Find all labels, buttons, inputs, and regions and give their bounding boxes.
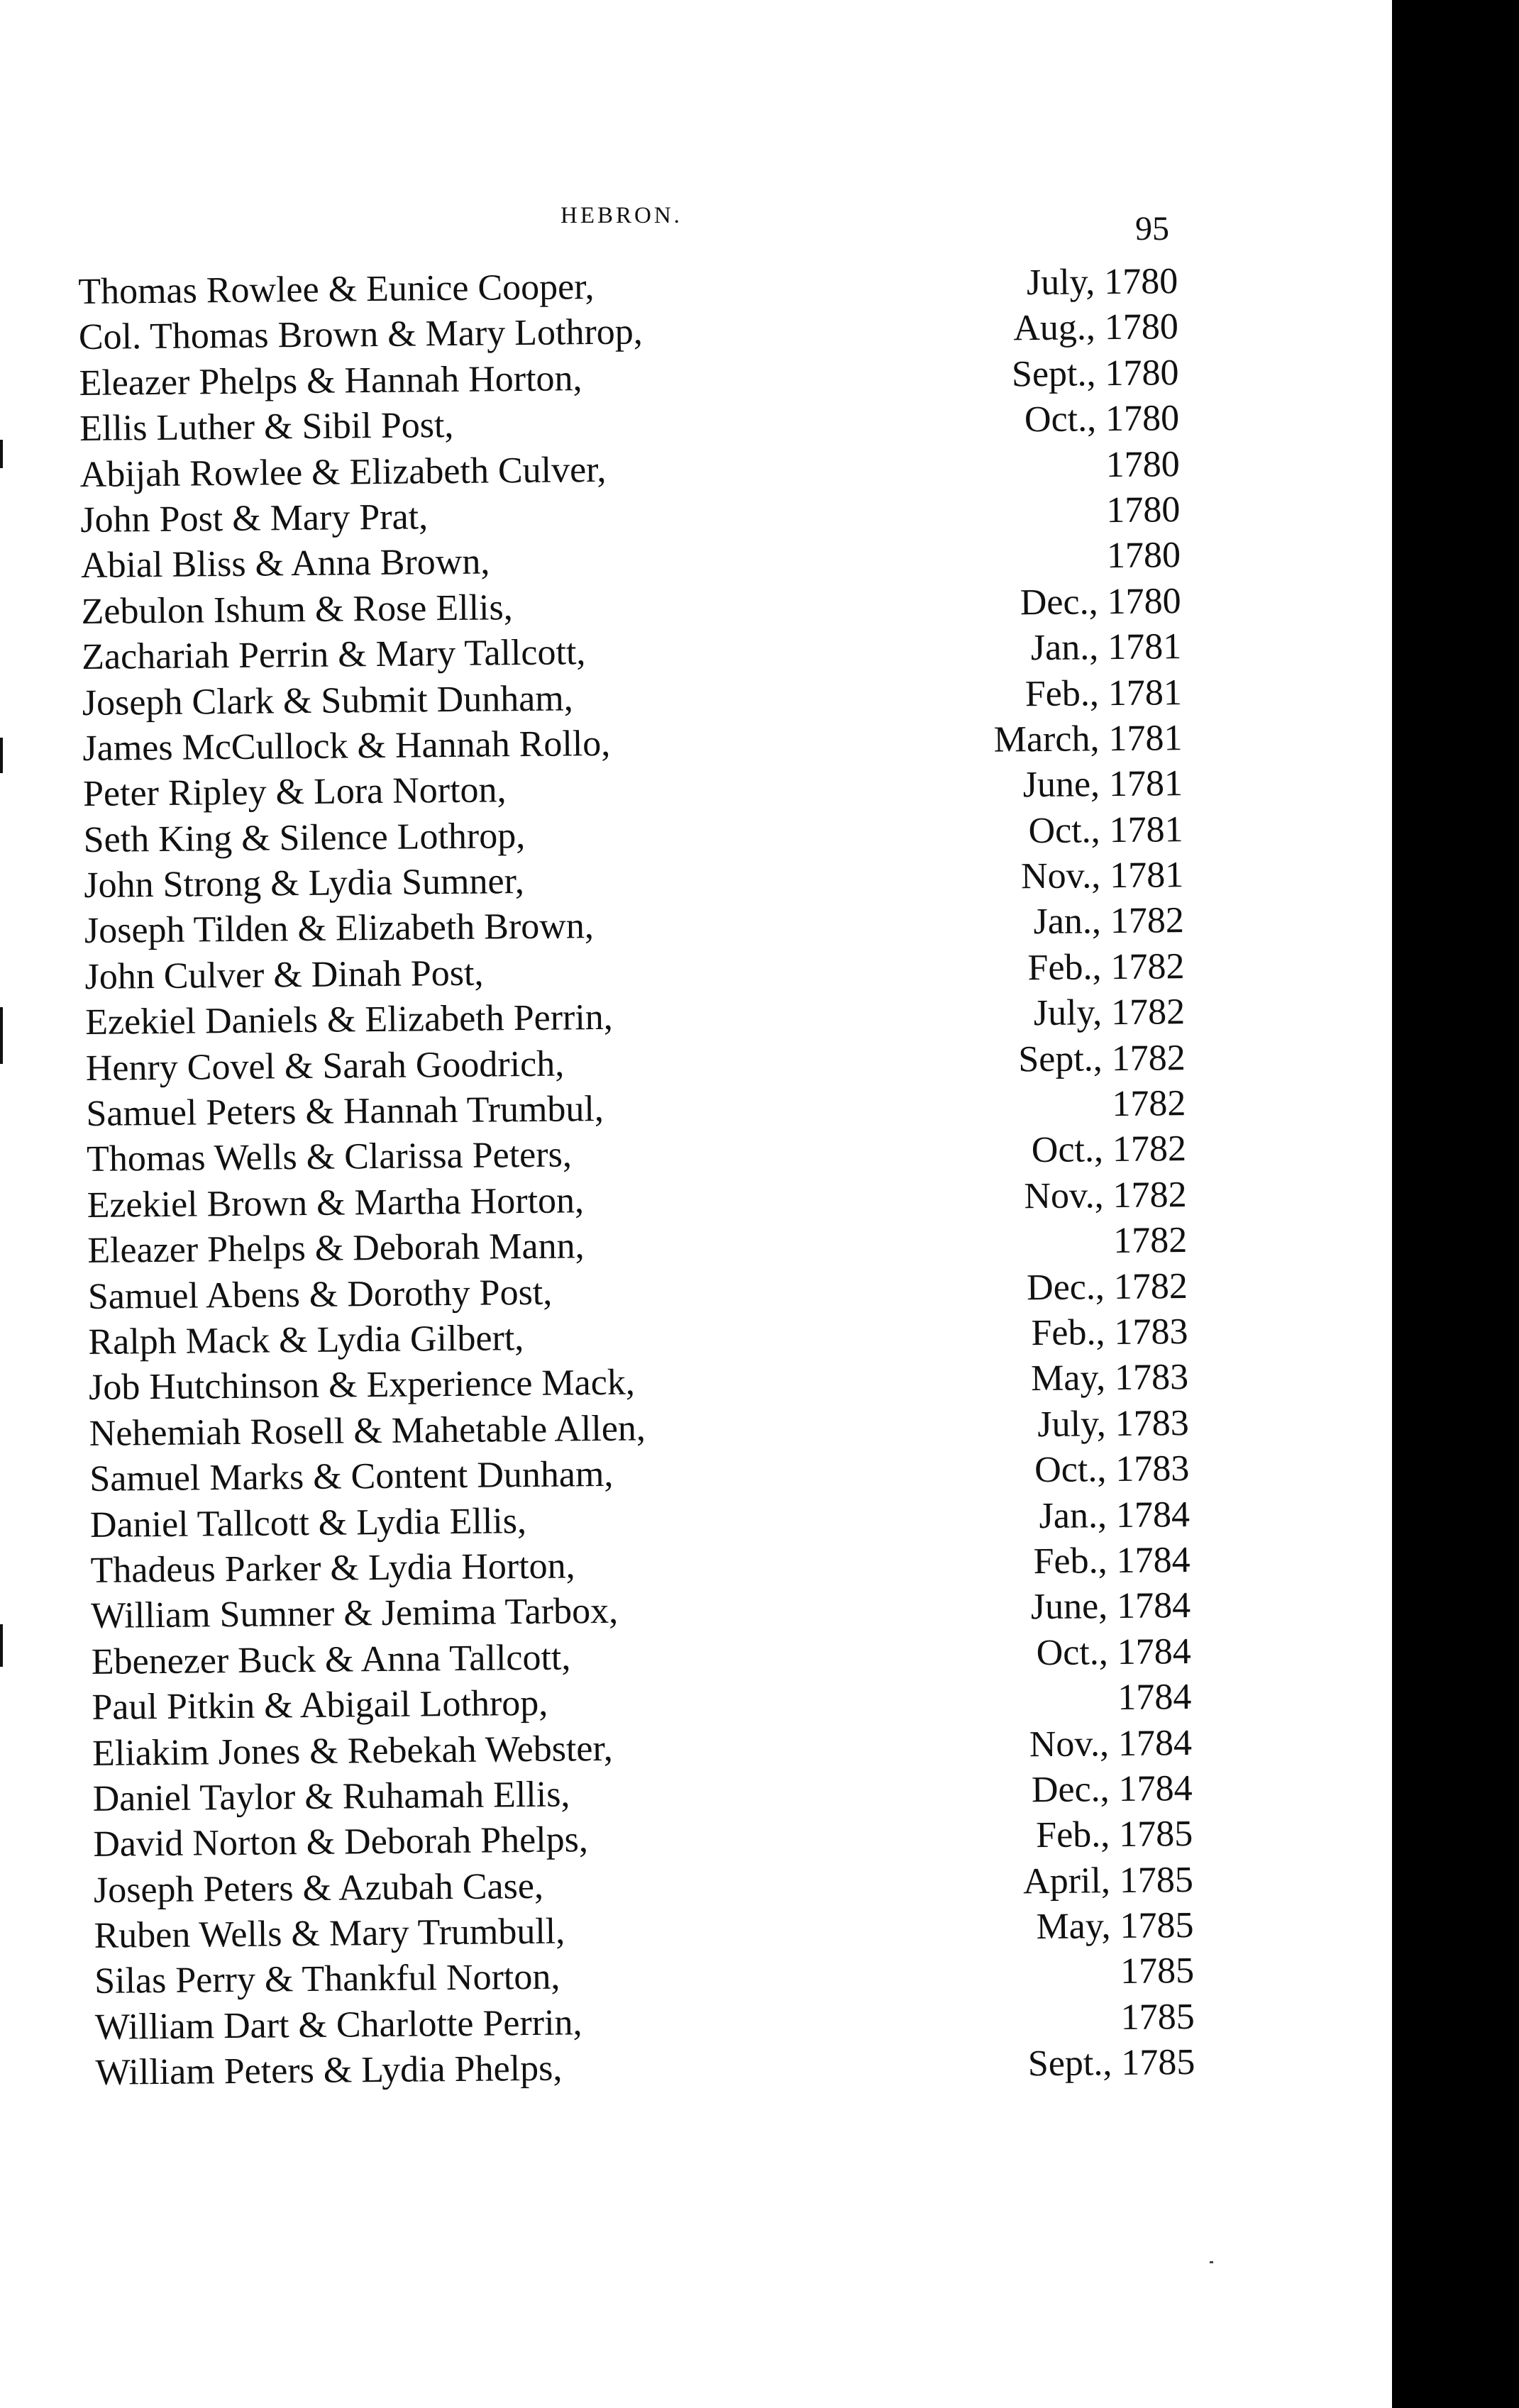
marriage-date: Dec., 1780 — [1020, 580, 1181, 623]
couple-names: Samuel Peters & Hannah Trumbul, — [86, 1088, 604, 1134]
marriage-date: Feb., 1782 — [1027, 945, 1185, 989]
marriage-date: June, 1784 — [1030, 1585, 1191, 1628]
marriage-date: Oct., 1784 — [1036, 1631, 1192, 1673]
marriage-date: 1782 — [1112, 1083, 1186, 1125]
couple-names: Samuel Abens & Dorothy Post, — [87, 1272, 553, 1317]
marriage-date: June, 1781 — [1022, 763, 1183, 806]
couple-names: Zachariah Perrin & Mary Tallcott, — [81, 632, 586, 678]
couple-names: William Sumner & Jemima Tarbox, — [90, 1591, 619, 1637]
couple-names: Joseph Peters & Azubah Case, — [93, 1865, 544, 1911]
scan-speck — [1210, 2261, 1213, 2263]
couple-names: Peter Ripley & Lora Norton, — [82, 770, 507, 815]
marriage-date: Nov., 1784 — [1029, 1722, 1193, 1765]
couple-names: Eliakim Jones & Rebekah Webster, — [92, 1728, 613, 1774]
marriage-date: Jan., 1781 — [1030, 626, 1182, 669]
marriage-date: Oct., 1783 — [1034, 1448, 1190, 1491]
marriage-date: 1785 — [1120, 1996, 1195, 2038]
couple-names: Eleazer Phelps & Hannah Horton, — [79, 357, 582, 404]
marriage-date: Sept., 1780 — [1011, 352, 1179, 395]
couple-names: Samuel Marks & Content Dunham, — [89, 1453, 614, 1500]
couple-names: John Strong & Lydia Sumner, — [84, 861, 525, 906]
couple-names: Job Hutchinson & Experience Mack, — [88, 1362, 636, 1409]
couple-names: Daniel Tallcott & Lydia Ellis, — [89, 1500, 527, 1546]
couple-names: John Post & Mary Prat, — [80, 496, 429, 540]
couple-names: Ezekiel Daniels & Elizabeth Perrin, — [84, 997, 614, 1043]
marriage-date: Dec., 1784 — [1031, 1768, 1193, 1811]
marriage-date: Dec., 1782 — [1026, 1265, 1188, 1308]
couple-names: Daniel Taylor & Ruhamah Ellis, — [92, 1774, 570, 1819]
marriage-date: 1785 — [1120, 1951, 1195, 1992]
marriage-date: March, 1781 — [993, 717, 1183, 760]
marriage-date: Oct., 1780 — [1024, 398, 1180, 440]
couple-names: Paul Pitkin & Abigail Lothrop, — [92, 1682, 548, 1729]
couple-names: David Norton & Deborah Phelps, — [93, 1819, 589, 1865]
couple-names: John Culver & Dinah Post, — [84, 953, 484, 997]
scan-edge-mark — [0, 440, 3, 468]
couple-names: Thomas Wells & Clarissa Peters, — [86, 1134, 573, 1180]
couple-names: Ebenezer Buck & Anna Tallcott, — [91, 1637, 571, 1682]
couple-names: William Peters & Lydia Phelps, — [95, 2048, 563, 2094]
marriage-date: Sept., 1782 — [1018, 1037, 1186, 1080]
marriage-date: Feb., 1785 — [1035, 1814, 1193, 1856]
couple-names: Eleazer Phelps & Deborah Mann, — [87, 1226, 585, 1272]
marriage-entry — [95, 2040, 1195, 2096]
running-header: HEBRON. — [560, 203, 683, 228]
couple-names: Henry Covel & Sarah Goodrich, — [85, 1043, 565, 1089]
couple-names: Thomas Rowlee & Eunice Cooper, — [78, 267, 595, 312]
marriage-list — [78, 259, 1195, 2096]
couple-names: Col. Thomas Brown & Mary Lothrop, — [78, 311, 643, 358]
marriage-date: Feb., 1784 — [1033, 1539, 1191, 1582]
scan-edge-mark — [0, 1007, 3, 1064]
couple-names: Zebulon Ishum & Rose Ellis, — [81, 587, 513, 632]
scan-edge-mark — [0, 738, 3, 773]
marriage-date: May, 1785 — [1036, 1905, 1194, 1948]
marriage-date: 1784 — [1117, 1677, 1192, 1719]
couple-names: Ezekiel Brown & Martha Horton, — [87, 1180, 585, 1226]
couple-names: Abijah Rowlee & Elizabeth Culver, — [79, 449, 607, 495]
marriage-date: July, 1783 — [1037, 1402, 1189, 1445]
couple-names: Ellis Luther & Sibil Post, — [79, 405, 454, 450]
marriage-date: 1780 — [1106, 535, 1181, 577]
marriage-date: Feb., 1781 — [1024, 672, 1183, 714]
couple-names: Silas Perry & Thankful Norton, — [94, 1957, 560, 2002]
marriage-date: Jan., 1782 — [1033, 900, 1185, 943]
marriage-date: Sept., 1785 — [1027, 2042, 1195, 2085]
couple-names: William Dart & Charlotte Perrin, — [94, 2002, 582, 2048]
scan-edge-mark — [0, 1624, 3, 1667]
marriage-date: July, 1780 — [1026, 261, 1178, 304]
marriage-date: Oct., 1782 — [1031, 1128, 1187, 1171]
marriage-date: Jan., 1784 — [1039, 1494, 1191, 1536]
marriage-date: Oct., 1781 — [1028, 809, 1183, 851]
couple-names: Ruben Wells & Mary Trumbull, — [94, 1911, 565, 1956]
couple-names: Ralph Mack & Lydia Gilbert, — [88, 1318, 524, 1363]
couple-names: Thadeus Parker & Lydia Horton, — [90, 1546, 575, 1591]
marriage-date: Aug., 1780 — [1013, 306, 1179, 349]
couple-names: Nehemiah Rosell & Mahetable Allen, — [89, 1408, 646, 1454]
couple-names: Seth King & Silence Lothrop, — [83, 815, 526, 860]
marriage-date: Nov., 1782 — [1024, 1174, 1187, 1217]
page-number: 95 — [1135, 210, 1169, 248]
couple-names: Joseph Clark & Submit Dunham, — [82, 677, 573, 723]
marriage-date: 1780 — [1105, 443, 1180, 485]
marriage-date: 1780 — [1106, 489, 1181, 531]
couple-names: James McCullock & Hannah Rollo, — [82, 723, 611, 769]
marriage-date: May, 1783 — [1030, 1357, 1189, 1399]
couple-names: Abial Bliss & Anna Brown, — [80, 541, 490, 587]
marriage-date: Feb., 1783 — [1031, 1311, 1188, 1354]
couple-names: Joseph Tilden & Elizabeth Brown, — [84, 906, 595, 952]
marriage-date: Nov., 1781 — [1020, 855, 1184, 897]
marriage-date: April, 1785 — [1022, 1859, 1194, 1902]
marriage-date: July, 1782 — [1033, 992, 1186, 1034]
marriage-date: 1782 — [1112, 1220, 1188, 1262]
